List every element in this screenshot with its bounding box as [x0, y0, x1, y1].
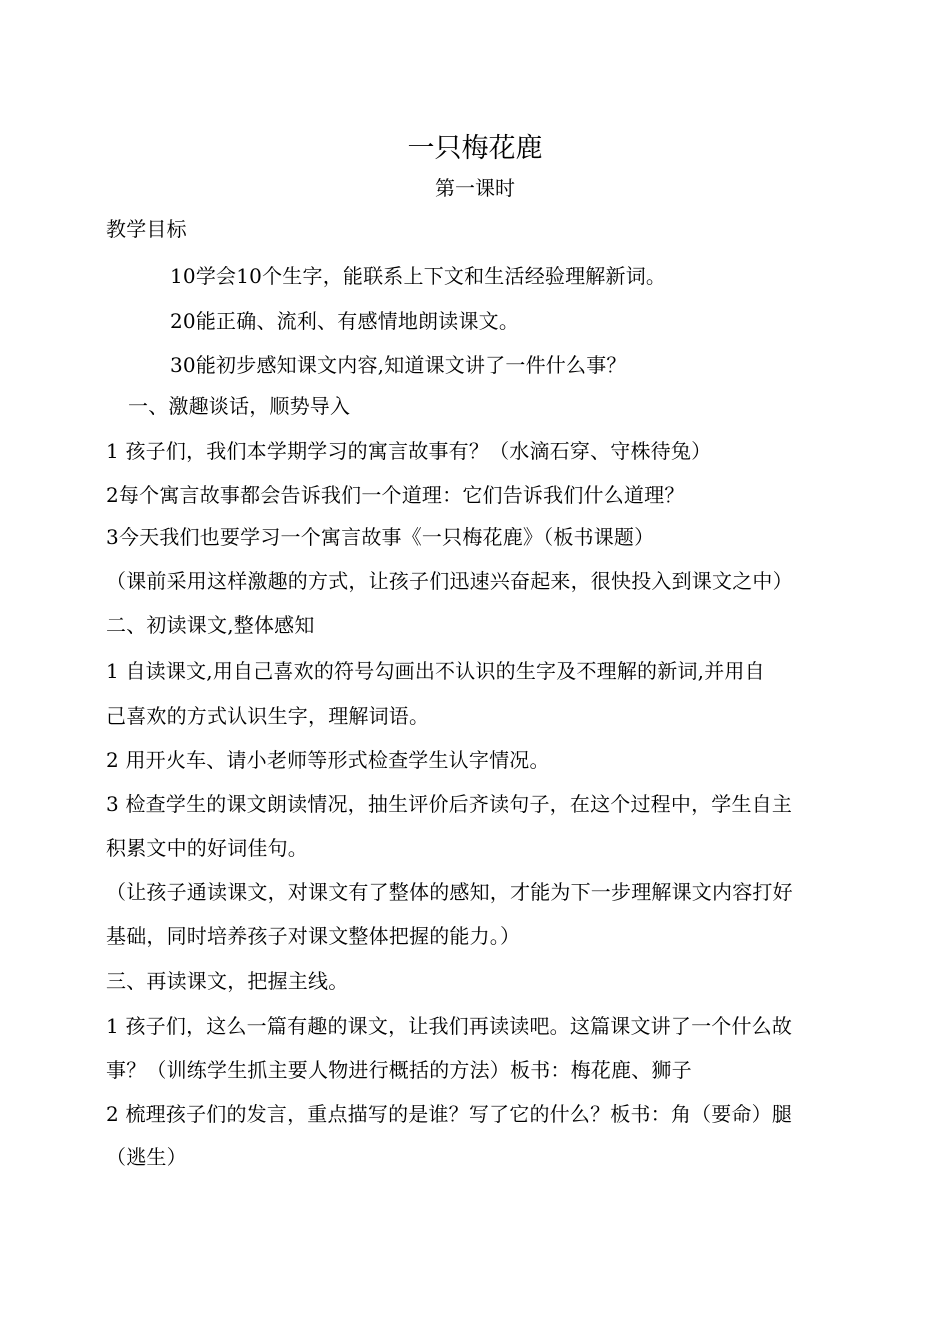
objective-item: 10学会10个生字，能联系上下文和生活经验理解新词。: [170, 264, 667, 288]
paragraph-line: （让孩子通读课文，对课文有了整体的感知，才能为下一步理解课文内容打好: [106, 880, 793, 904]
paragraph-line: 1 孩子们，我们本学期学习的寓言故事有？（水滴石穿、守株待兔）: [106, 439, 712, 463]
objective-item: 30能初步感知课文内容,知道课文讲了一件什么事？: [170, 353, 627, 377]
section-heading-first-reading: 二、初读课文,整体感知: [106, 613, 315, 637]
paragraph-line: 3 检查学生的课文朗读情况，抽生评价后齐读句子，在这个过程中，学生自主: [106, 792, 793, 816]
paragraph-line: 基础，同时培养孩子对课文整体把握的能力。）: [106, 924, 521, 948]
paragraph-line: 1 孩子们，这么一篇有趣的课文，让我们再读读吧。这篇课文讲了一个什么故: [106, 1014, 793, 1038]
document-subtitle: 第一课时: [435, 176, 515, 200]
paragraph-line: 2 梳理孩子们的发言，重点描写的是谁？写了它的什么？板书：角（要命）腿: [106, 1102, 793, 1126]
section-heading-intro: 一、激趣谈话，顺势导入: [128, 394, 351, 418]
document-title: 一只梅花鹿: [407, 133, 543, 164]
paragraph-line: 2 用开火车、请小老师等形式检查学生认字情况。: [106, 748, 550, 772]
paragraph-line: 1 自读课文,用自己喜欢的符号勾画出不认识的生字及不理解的新词,并用自: [106, 659, 765, 683]
section-heading-second-reading: 三、再读课文，把握主线。: [106, 969, 349, 993]
paragraph-line: 积累文中的好词佳句。: [106, 836, 308, 860]
section-heading-objectives: 教学目标: [106, 217, 187, 241]
objective-item: 20能正确、流利、有感情地朗读课文。: [170, 309, 520, 333]
paragraph-line: 2每个寓言故事都会告诉我们一个道理：它们告诉我们什么道理？: [106, 483, 685, 507]
paragraph-line: 事？（训练学生抓主要人物进行概括的方法）板书：梅花鹿、狮子: [106, 1058, 692, 1082]
paragraph-line: （课前采用这样激趣的方式，让孩子们迅速兴奋起来，很快投入到课文之中）: [106, 569, 793, 593]
paragraph-line: （逃生）: [106, 1145, 187, 1169]
paragraph-line: 己喜欢的方式认识生字，理解词语。: [106, 704, 430, 728]
paragraph-line: 3今天我们也要学习一个寓言故事《一只梅花鹿》（板书课题）: [106, 525, 655, 549]
